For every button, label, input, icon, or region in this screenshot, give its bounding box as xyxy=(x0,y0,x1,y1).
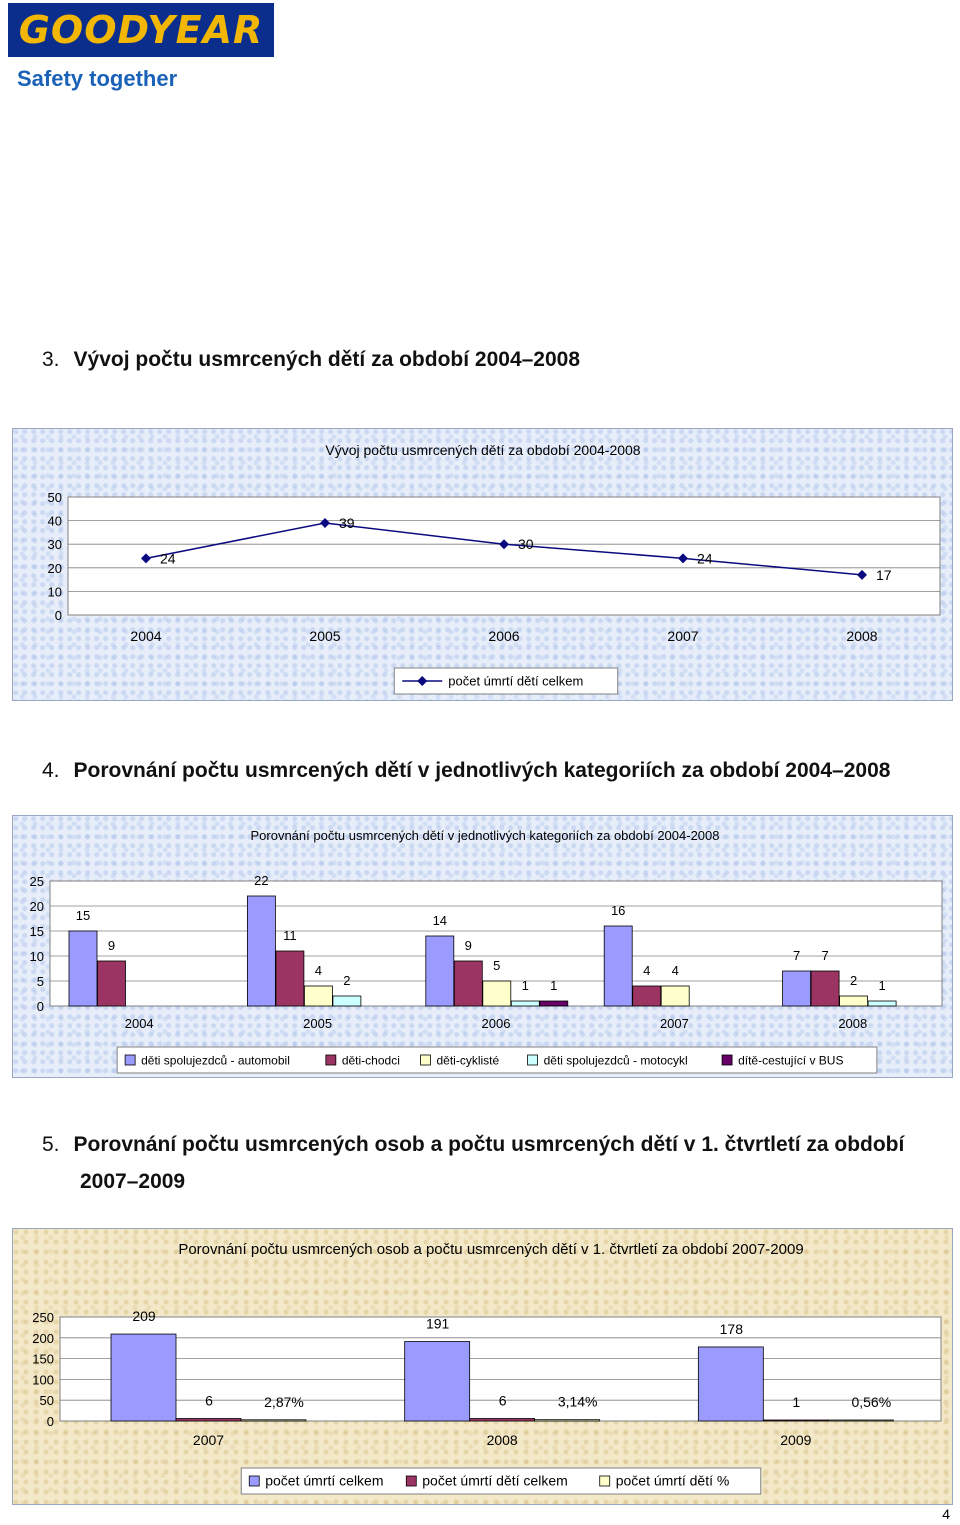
data-label: 209 xyxy=(132,1308,156,1325)
bar xyxy=(276,951,304,1006)
bar xyxy=(811,971,839,1006)
data-label: 9 xyxy=(107,938,116,953)
y-tick-label: 30 xyxy=(47,537,62,553)
data-label: 178 xyxy=(719,1320,744,1337)
legend-label: děti spolujezdců - automobil xyxy=(141,1053,290,1068)
bar xyxy=(661,986,689,1006)
x-tick-label: 2004 xyxy=(124,1016,154,1031)
bar xyxy=(783,971,811,1006)
y-tick-label: 50 xyxy=(39,1393,54,1409)
x-tick-label: 2007 xyxy=(192,1432,225,1448)
section-4-heading xyxy=(42,752,890,789)
bar xyxy=(454,961,482,1006)
bar xyxy=(763,1420,828,1421)
y-tick-label: 0 xyxy=(36,999,44,1014)
bar xyxy=(840,996,868,1006)
y-tick-label: 100 xyxy=(32,1372,54,1388)
legend-swatch xyxy=(722,1055,732,1065)
data-label: 24 xyxy=(697,550,713,567)
x-tick-label: 2007 xyxy=(667,628,699,644)
y-tick-label: 40 xyxy=(47,513,62,529)
legend-swatch xyxy=(600,1476,610,1486)
legend-swatch xyxy=(326,1055,336,1065)
data-label: 5 xyxy=(493,958,501,973)
x-tick-label: 2005 xyxy=(303,1016,333,1031)
data-label: 30 xyxy=(518,536,534,553)
x-tick-label: 2005 xyxy=(309,628,341,644)
data-label: 17 xyxy=(876,566,892,583)
legend-swatch xyxy=(528,1055,538,1065)
data-label: 11 xyxy=(283,928,297,943)
bar xyxy=(247,896,275,1006)
bar xyxy=(828,1420,893,1421)
legend-label: děti-chodci xyxy=(341,1053,400,1068)
section-title: Porovnání počtu usmrcených dětí v jednotlivých kategoriích za období 2004–2008 xyxy=(73,759,891,782)
data-label: 7 xyxy=(792,948,801,963)
x-tick-label: 2007 xyxy=(659,1016,689,1031)
y-tick-label: 15 xyxy=(29,924,44,939)
section-title: Vývoj počtu usmrcených dětí za období 2004–2008 xyxy=(73,348,581,371)
y-tick-label: 50 xyxy=(47,490,62,505)
bar xyxy=(868,1001,896,1006)
goodyear-logo xyxy=(8,3,274,57)
data-label: 7 xyxy=(821,948,829,963)
section-number: 3. xyxy=(42,348,60,371)
quarter-bar-chart xyxy=(13,1229,954,1506)
bar xyxy=(483,981,511,1006)
legend-label: počet úmrtí dětí celkem xyxy=(422,1472,568,1489)
section-5-heading xyxy=(42,1126,904,1200)
x-tick-label: 2004 xyxy=(130,628,162,644)
y-tick-label: 250 xyxy=(32,1310,54,1325)
data-label: 14 xyxy=(432,913,448,928)
legend-label: dítě-cestující v BUS xyxy=(738,1053,844,1068)
data-label: 39 xyxy=(339,514,355,531)
bar xyxy=(405,1342,470,1421)
bar xyxy=(111,1334,176,1421)
section-title-line2: 2007–2009 xyxy=(80,1170,186,1193)
legend-swatch xyxy=(125,1055,135,1065)
legend-label: počet úmrtí dětí % xyxy=(615,1472,730,1489)
data-label: 1 xyxy=(521,978,529,993)
y-tick-label: 150 xyxy=(32,1351,54,1367)
data-label: 1 xyxy=(792,1394,801,1410)
legend-label: počet úmrtí dětí celkem xyxy=(448,673,584,689)
chart-title: Vývoj počtu usmrcených dětí za období 2004-2008 xyxy=(325,442,641,458)
data-label: 24 xyxy=(160,550,176,567)
data-label: 6 xyxy=(498,1392,507,1409)
data-label: 15 xyxy=(75,908,91,923)
bar xyxy=(69,931,97,1006)
bar xyxy=(176,1419,241,1421)
y-tick-label: 20 xyxy=(29,899,44,914)
data-label: 4 xyxy=(643,963,651,978)
bar xyxy=(98,961,126,1006)
category-bar-chart xyxy=(13,816,954,1079)
bar xyxy=(698,1347,763,1421)
logo-text: GOODYEAR xyxy=(18,8,264,52)
bar xyxy=(470,1419,535,1421)
section-3-heading xyxy=(42,341,580,378)
legend-label: děti-cyklisté xyxy=(436,1053,500,1068)
bar xyxy=(304,986,332,1006)
data-label: 4 xyxy=(671,963,679,978)
legend-label: děti spolujezdců - motocykl xyxy=(543,1053,688,1068)
chart-panel-categories xyxy=(12,815,953,1078)
section-number: 5. xyxy=(42,1133,60,1156)
data-label: 0,56% xyxy=(851,1394,892,1410)
data-label: 1 xyxy=(878,978,886,993)
plot-area xyxy=(68,497,940,615)
legend-swatch xyxy=(420,1055,430,1065)
bar xyxy=(540,1001,568,1006)
chart-title: Porovnání počtu usmrcených dětí v jednotlivých kategoriích za období 2004-2008 xyxy=(250,828,720,843)
y-tick-label: 0 xyxy=(54,608,62,623)
y-tick-label: 20 xyxy=(47,560,62,576)
page-number: 4 xyxy=(942,1506,950,1522)
data-label: 4 xyxy=(314,963,323,978)
data-label: 3,14% xyxy=(557,1393,598,1410)
legend-label: počet úmrtí celkem xyxy=(265,1472,384,1489)
y-tick-label: 25 xyxy=(29,874,44,889)
y-tick-label: 10 xyxy=(29,949,44,964)
data-label: 2 xyxy=(849,973,858,988)
bar xyxy=(333,996,361,1006)
data-label: 6 xyxy=(205,1392,213,1409)
data-label: 1 xyxy=(550,978,558,993)
y-tick-label: 0 xyxy=(46,1414,54,1429)
bar xyxy=(535,1420,600,1421)
chart-title: Porovnání počtu usmrcených osob a počtu usmrcených dětí v 1. čtvrtletí za období 2007-2009 xyxy=(178,1241,804,1258)
bar xyxy=(241,1420,306,1421)
data-label: 22 xyxy=(254,873,269,888)
x-tick-label: 2008 xyxy=(846,628,878,644)
x-tick-label: 2008 xyxy=(486,1432,518,1448)
legend-swatch xyxy=(406,1476,416,1486)
tagline: Safety together xyxy=(17,66,178,91)
data-label: 9 xyxy=(464,938,472,953)
bar xyxy=(426,936,454,1006)
bar xyxy=(511,1001,539,1006)
x-tick-label: 2008 xyxy=(838,1016,868,1031)
data-label: 2,87% xyxy=(264,1393,304,1410)
y-tick-label: 10 xyxy=(47,584,62,600)
bar xyxy=(604,926,632,1006)
data-label: 16 xyxy=(610,903,626,918)
bar xyxy=(633,986,661,1006)
y-tick-label: 5 xyxy=(36,974,44,989)
x-tick-label: 2006 xyxy=(481,1016,511,1031)
legend-swatch xyxy=(249,1476,259,1486)
line-chart xyxy=(13,429,954,702)
x-tick-label: 2006 xyxy=(488,628,520,644)
section-number: 4. xyxy=(42,759,60,782)
chart-panel-quarter xyxy=(12,1228,953,1505)
data-label: 191 xyxy=(425,1315,450,1332)
y-tick-label: 200 xyxy=(32,1330,54,1346)
chart-panel-line xyxy=(12,428,953,701)
section-title: Porovnání počtu usmrcených osob a počtu usmrcených dětí v 1. čtvrtletí za období xyxy=(73,1133,905,1156)
data-label: 2 xyxy=(343,973,351,988)
x-tick-label: 2009 xyxy=(780,1432,812,1448)
